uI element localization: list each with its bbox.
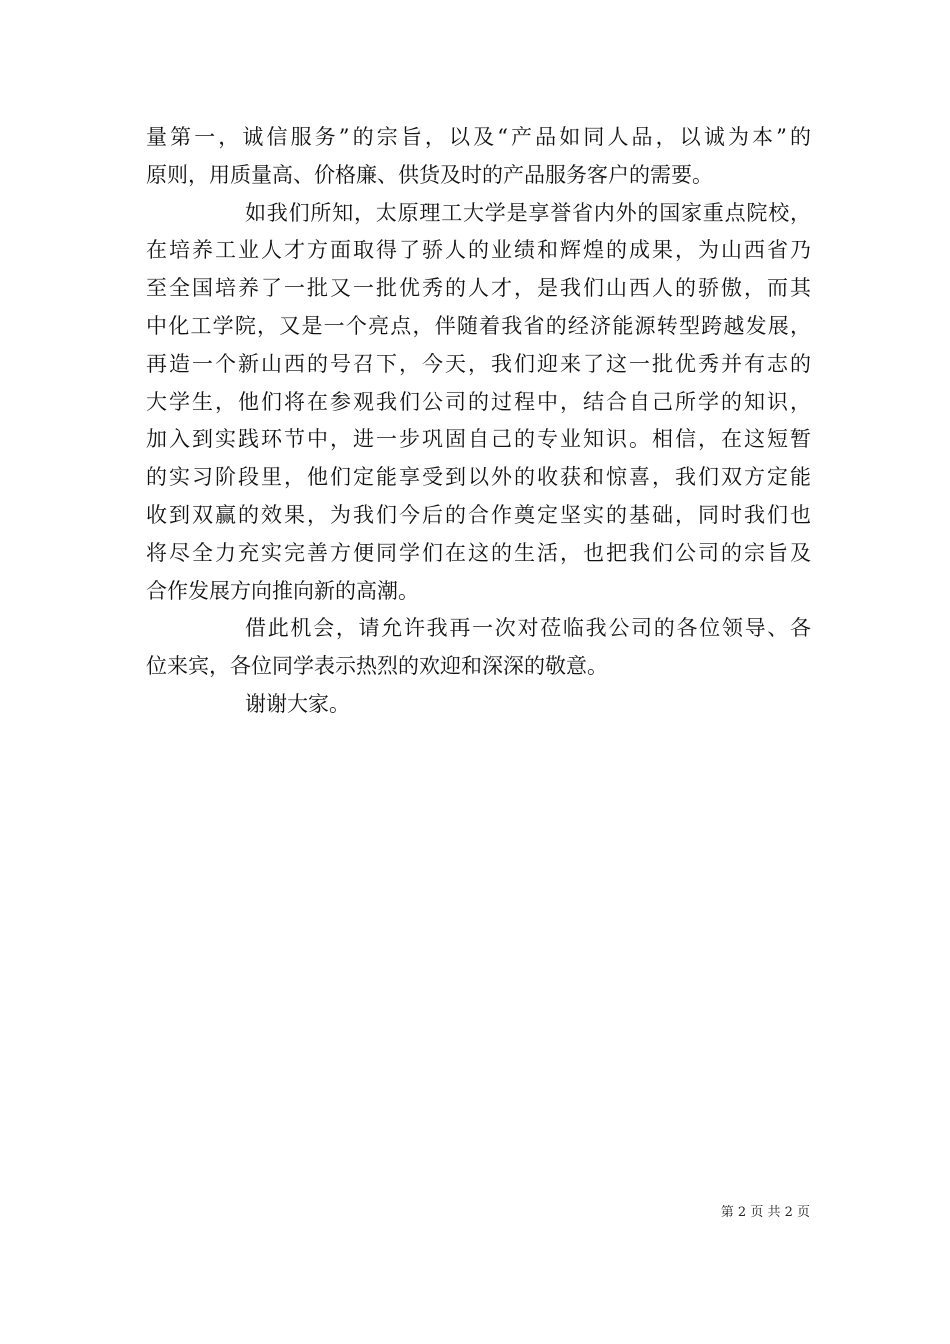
paragraph-line: 如我们所知，太原理工大学是享誉省内外的国家重点院校， [245,200,811,225]
paragraph-line: 借此机会，请允许我再一次对莅临我公司的各位领导、各 [245,616,811,641]
paragraph-line: 位来宾，各位同学表示热烈的欢迎和深深的敬意。 [146,654,608,679]
paragraph-line: 再造一个新山西的号召下，今天，我们迎来了这一批优秀并有志的 [146,351,811,376]
paragraph-line: 将尽全力充实完善方便同学们在这的生活，也把我们公司的宗旨及 [146,540,811,565]
paragraph-line: 中化工学院，又是一个亮点，伴随着我省的经济能源转型跨越发展， [146,313,811,338]
paragraph-line: 合作发展方向推向新的高潮。 [146,578,419,603]
paragraph-3 [146,610,811,686]
paragraph-line: 大学生，他们将在参观我们公司的过程中，结合自己所学的知识， [146,389,811,414]
paragraph-2 [146,195,811,611]
paragraph-line: 量第一，诚信服务”的宗旨，以及“产品如同人品，以诚为本”的 [146,125,811,149]
document-body [146,119,811,724]
page-number-footer: 第 2 页 共 2 页 [720,1205,810,1220]
paragraph-1 [146,119,811,195]
paragraph-line: 在培养工业人才方面取得了骄人的业绩和辉煌的成果，为山西省乃 [146,238,811,263]
paragraph-line: 原则，用质量高、价格廉、供货及时的产品服务客户的需要。 [146,162,713,187]
paragraph-4 [146,686,811,724]
paragraph-line: 的实习阶段里，他们定能享受到以外的收获和惊喜，我们双方定能 [146,465,811,490]
paragraph-line: 收到双赢的效果，为我们今后的合作奠定坚实的基础，同时我们也 [146,502,811,527]
paragraph-line: 加入到实践环节中，进一步巩固自己的专业知识。相信，在这短暂 [146,427,811,452]
paragraph-line: 至全国培养了一批又一批优秀的人才，是我们山西人的骄傲，而其 [146,276,811,301]
paragraph-line: 谢谢大家。 [245,691,350,716]
